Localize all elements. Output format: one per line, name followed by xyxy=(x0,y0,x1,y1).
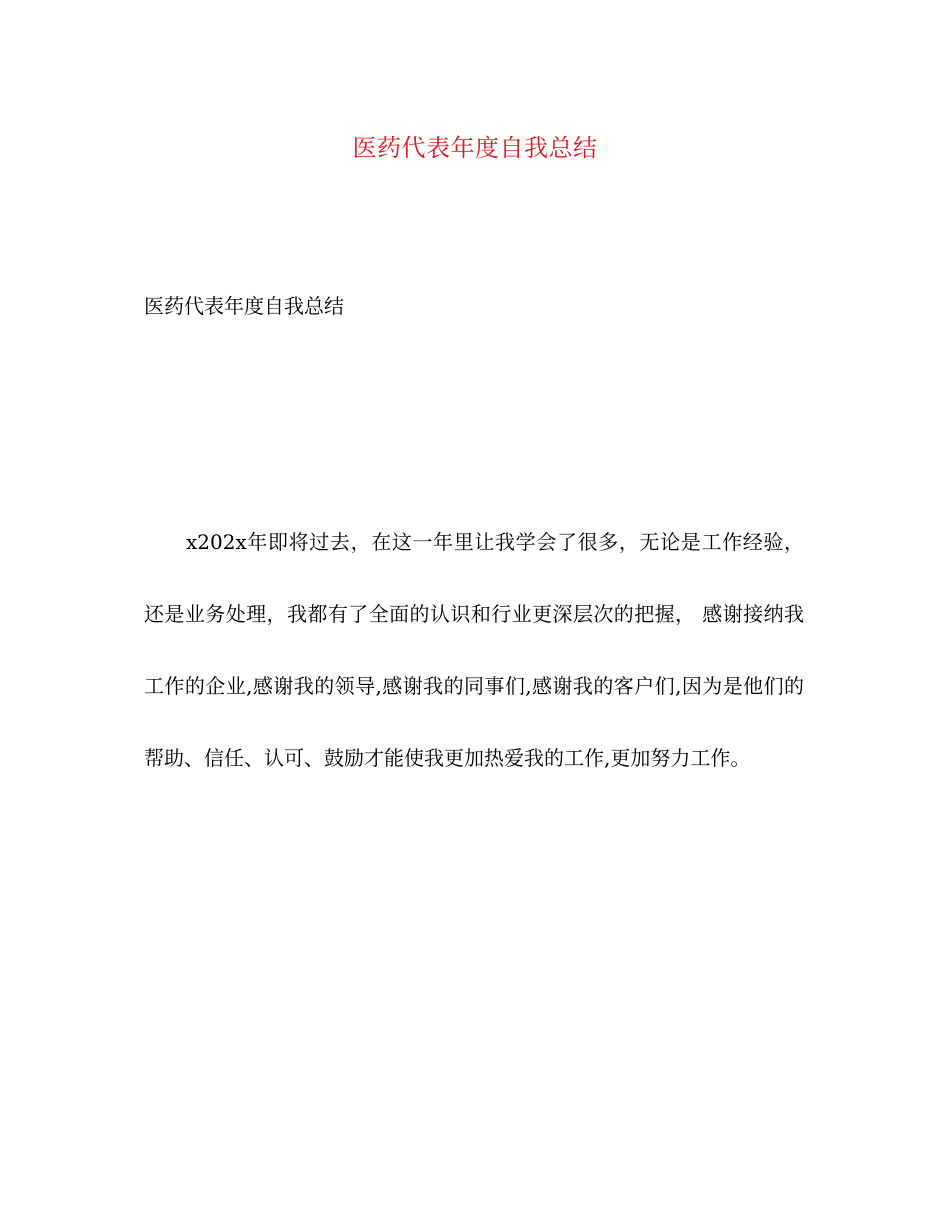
document-title: 医药代表年度自我总结 xyxy=(352,134,598,162)
document-heading: 医药代表年度自我总结 xyxy=(144,294,344,318)
body-paragraph: x202x年即将过去，在这一年里让我学会了很多，无论是工作经验，还是业务处理，我都有了全面的认识和行业更深层次的把握， 感谢接纳我工作的企业,感谢我的领导,感谢我的同事们,感谢我的客户们,因为是他们的帮助、信任、认可、鼓励才能使我更加热爱我的工作,更加努力工作。 xyxy=(144,530,804,770)
